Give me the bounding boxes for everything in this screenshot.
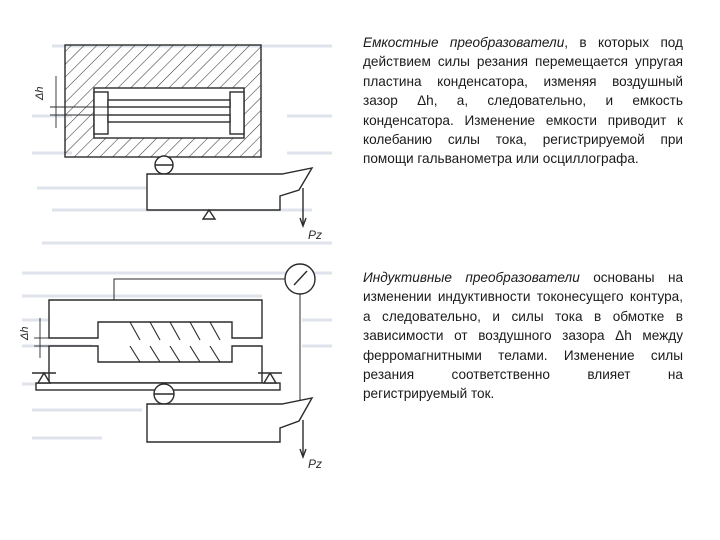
capacitive-sensor-figure xyxy=(50,45,312,226)
capacitive-term: Емкостные преобразователи xyxy=(363,35,565,50)
top-gap-label: Δh xyxy=(34,86,46,100)
left-mount xyxy=(94,92,108,134)
right-support xyxy=(264,373,276,383)
upper-coil xyxy=(130,322,220,340)
sensor-diagrams xyxy=(12,28,347,468)
figure-area xyxy=(12,28,347,468)
bottom-gap-label: Δh xyxy=(19,326,31,340)
lower-core xyxy=(49,346,262,383)
left-support xyxy=(38,373,50,383)
inductive-sensor-figure xyxy=(32,264,315,457)
top-force-label: Pz xyxy=(308,228,323,242)
right-mount xyxy=(230,92,244,134)
capacitive-text: , в которых под действием силы резания перемещается упругая пластина конденсатора, изменяя воздушный зазор Δh, а, следовательно, и емкость конденсатора. Изменение емкости приводит к колебанию силы тока, регистрируемой при помощи гальванометра или осциллографа. xyxy=(363,35,683,167)
capacitive-description xyxy=(363,33,683,169)
bottom-force-label: Pz xyxy=(308,457,323,468)
cutter-body xyxy=(147,168,312,210)
inductive-term: Индуктивные преобразователи xyxy=(363,270,580,285)
lower-coil xyxy=(130,346,220,362)
inductive-description xyxy=(363,268,683,404)
elastic-plate xyxy=(108,115,230,122)
bottom-cutter-body xyxy=(147,398,312,442)
inductive-text: основаны на изменении индуктивности токонесущего контура, а следовательно, и силы тока в обмотке в зависимости от воздушного зазора Δh между ферромагнитными телами. Изменение силы резания соответственно влияет на регистрируемый ток. xyxy=(363,270,684,402)
upper-plate xyxy=(108,100,230,107)
lower-wire xyxy=(267,294,300,418)
capacitor-cavity xyxy=(94,88,244,138)
